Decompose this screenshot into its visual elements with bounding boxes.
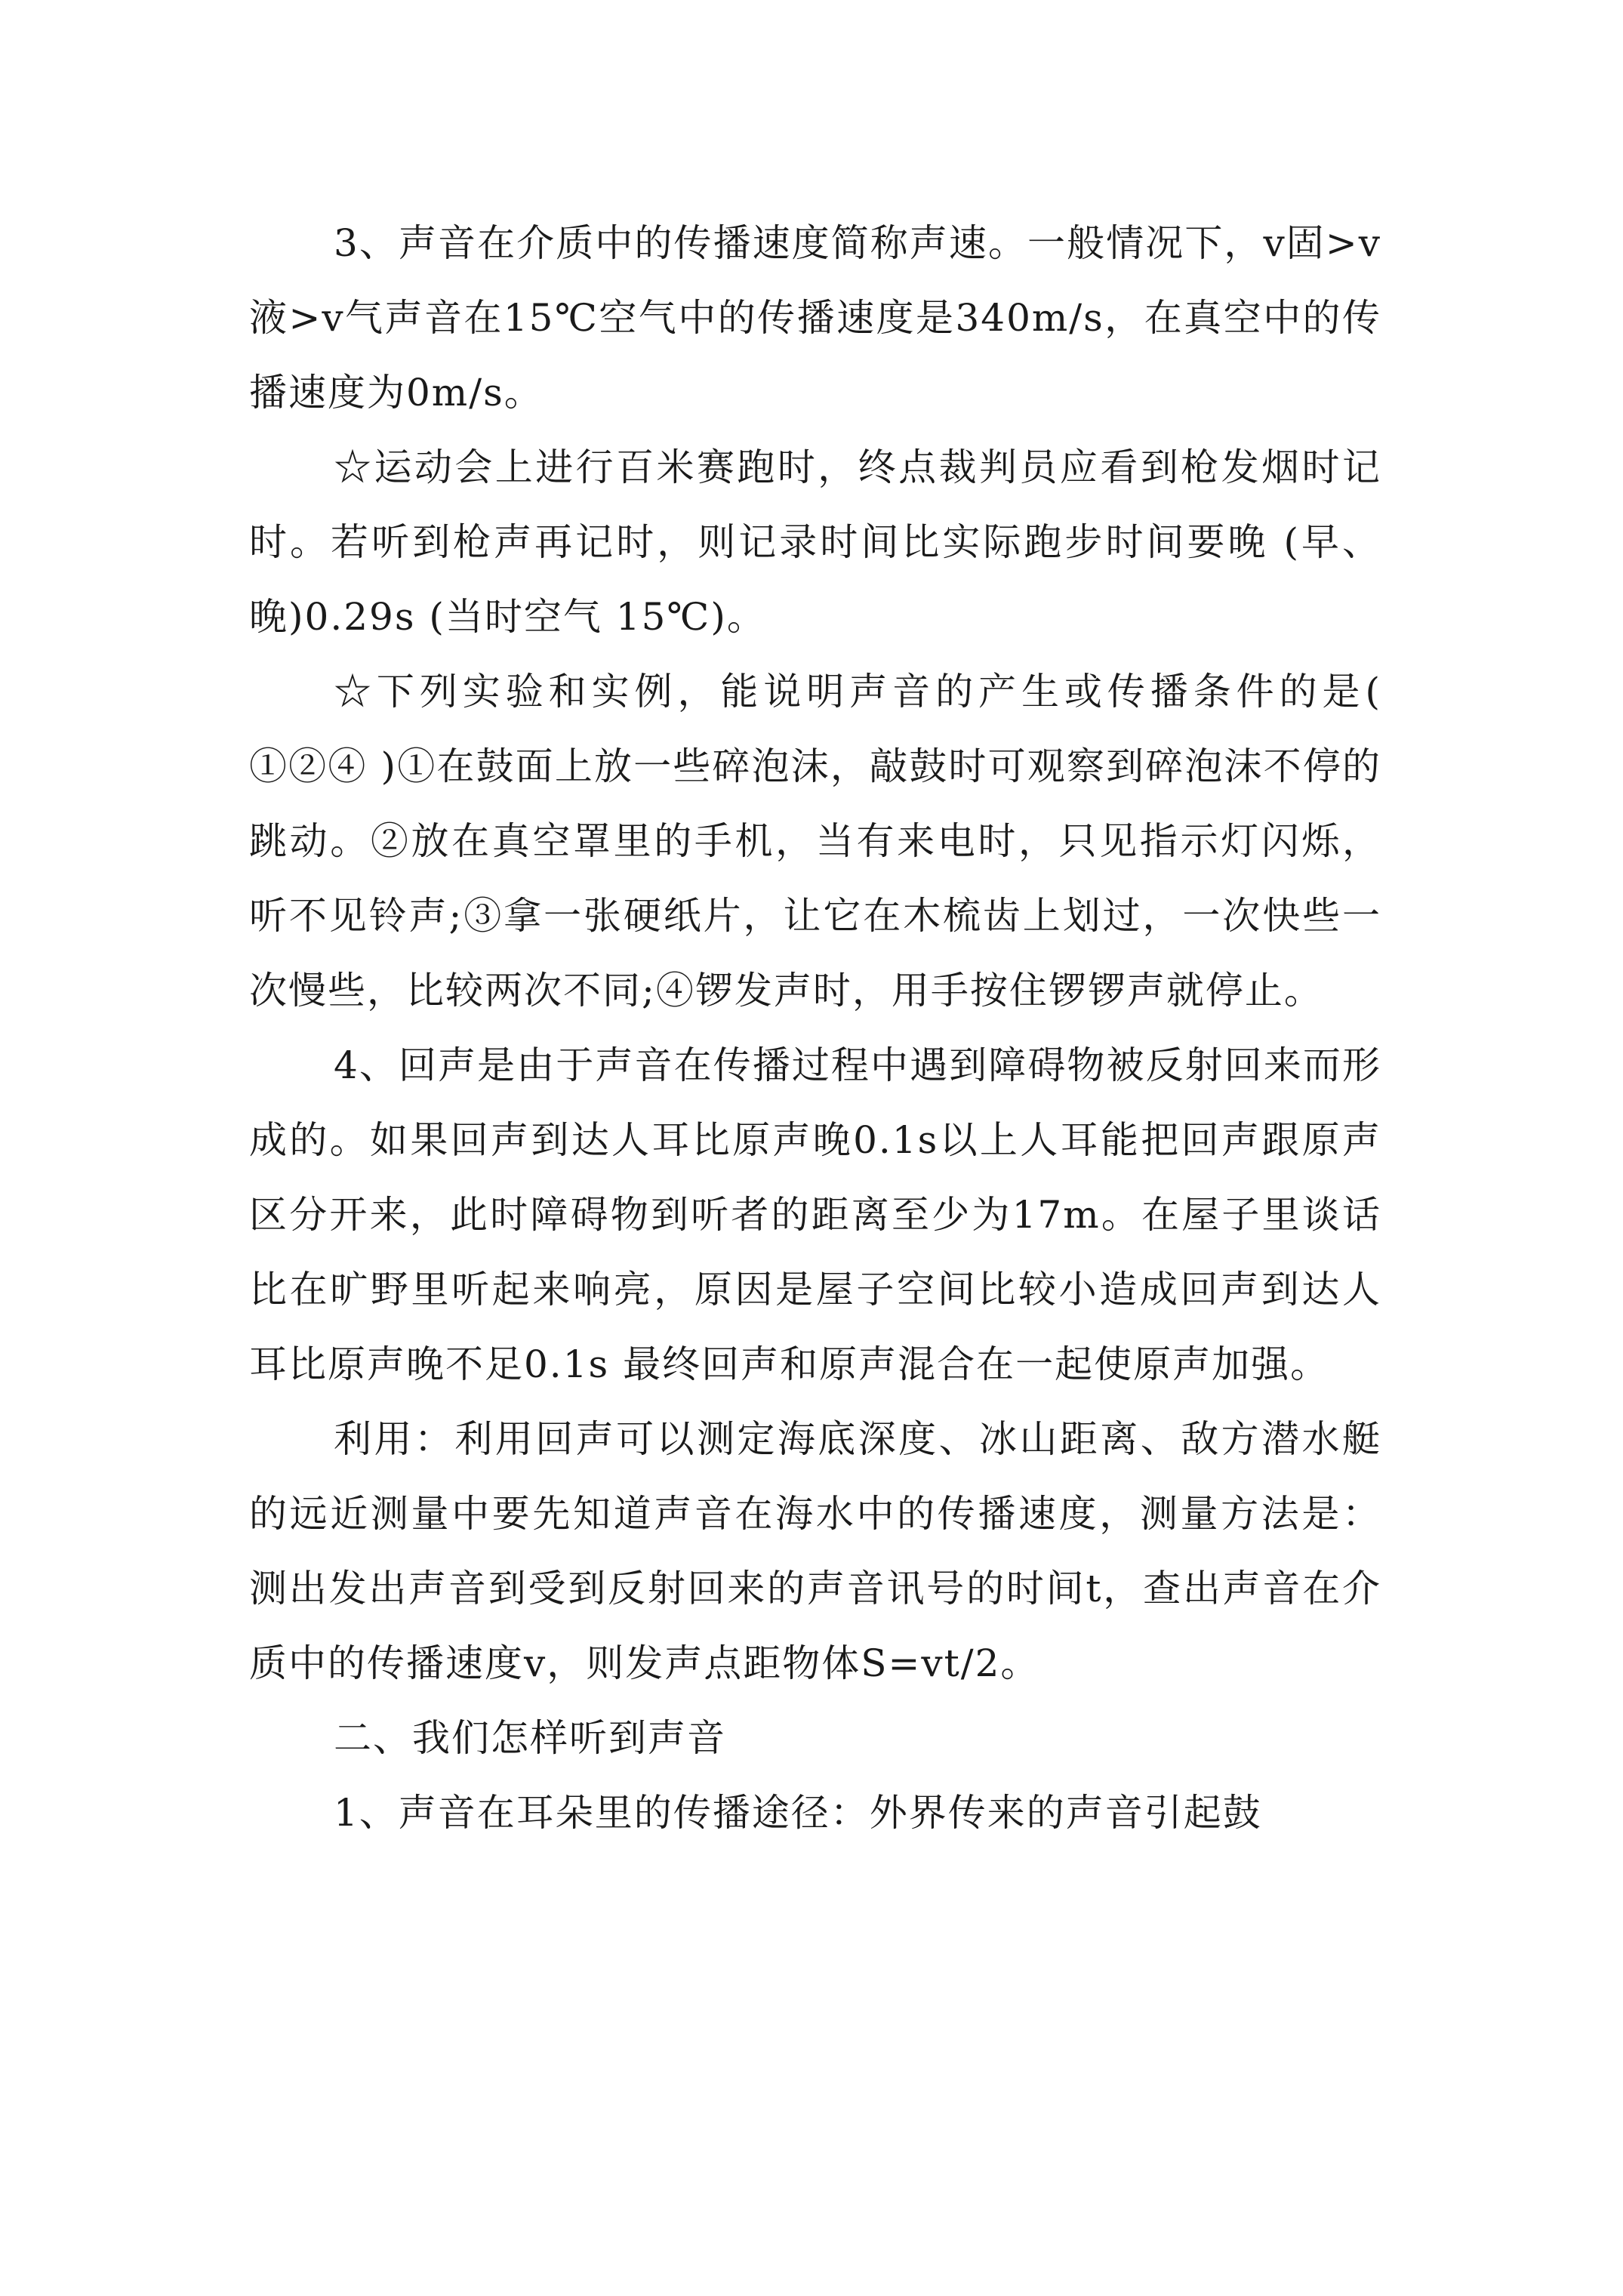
paragraph-echo-uses: 利用：利用回声可以测定海底深度、冰山距离、敌方潜水艇的远近测量中要先知道声音在海水中的传播速度，测量方法是：测出发出声音到受到反射回来的声音讯号的时间t，查出声音在介质中的传播速度v，则发声点距物体S=vt/2。 — [249, 1417, 1381, 1685]
paragraph-race-timing: ☆运动会上进行百米赛跑时，终点裁判员应看到枪发烟时记时。若听到枪声再记时，则记录时间比实际跑步时间要晚 (早、晚)0.29s (当时空气 15℃)。 — [249, 445, 1381, 639]
paragraph-echo: 4、回声是由于声音在传播过程中遇到障碍物被反射回来而形成的。如果回声到达人耳比原声晚0.1s以上人耳能把回声跟原声区分开来，此时障碍物到听者的距离至少为17m。在屋子里谈话比在旷野里听起来响亮，原因是屋子空间比较小造成回声到达人耳比原声晚不足0.1s 最终回声和原声混合在一起使原声加强。 — [249, 1043, 1381, 1386]
section-heading-how-we-hear: 二、我们怎样听到声音 — [334, 1716, 726, 1760]
document-body — [249, 206, 1381, 1851]
paragraph-sound-speed: 3、声音在介质中的传播速度简称声速。一般情况下，v固>v液>v气声音在15℃空气中的传播速度是340m/s，在真空中的传播速度为0m/s。 — [249, 221, 1381, 415]
paragraph-experiments: ☆下列实验和实例，能说明声音的产生或传播条件的是( ①②④ )①在鼓面上放一些碎泡沫，敲鼓时可观察到碎泡沫不停的跳动。②放在真空罩里的手机，当有来电时，只见指示灯闪烁，听不见铃声;③拿一张硬纸片，让它在木梳齿上划过，一次快些一次慢些，比较两次不同;④锣发声时，用手按住锣锣声就停止。 — [249, 670, 1381, 1012]
paragraph-ear-pathway: 1、声音在耳朵里的传播途径：外界传来的声音引起鼓 — [334, 1791, 1262, 1835]
